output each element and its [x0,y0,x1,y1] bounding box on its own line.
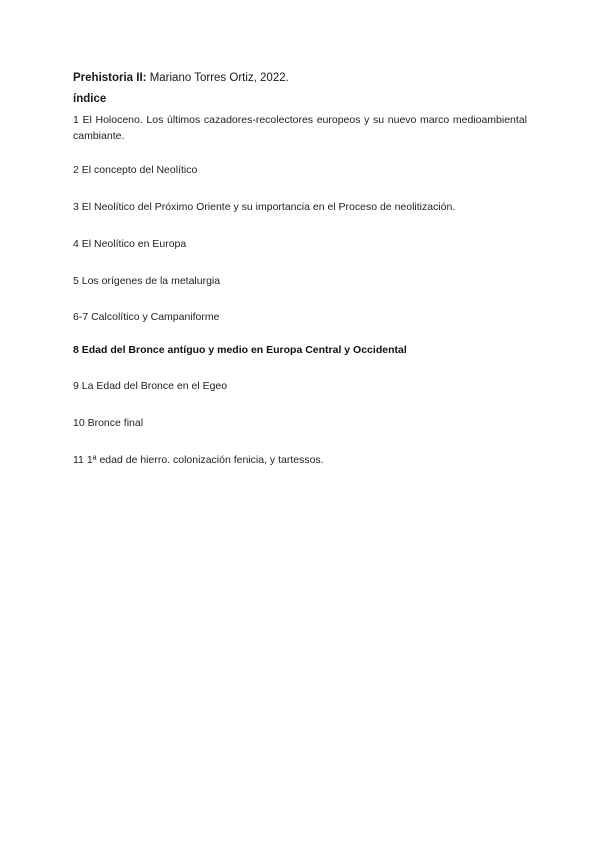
document-header [73,72,289,84]
toc-item-2: 2 El concepto del Neolítico [73,164,198,176]
toc-item-3: 3 El Neolítico del Próximo Oriente y su importancia en el Proceso de neolitización. [73,201,456,213]
course-title: Prehistoria II: [73,72,147,84]
author-line: Mariano Torres Ortiz, 2022. [146,72,289,84]
toc-item-11: 11 1ª edad de hierro. colonización fenicia, y tartessos. [73,454,324,466]
toc-item-9: 9 La Edad del Bronce en el Egeo [73,380,228,392]
toc-item-1: 1 El Holoceno. Los últimos cazadores-recolectores europeos y su nuevo marco medioambiental cambiante. [73,114,527,142]
toc-item-6-7: 6-7 Calcolítico y Campaniforme [73,311,220,323]
toc-item-5: 5 Los orígenes de la metalurgia [73,275,221,287]
index-heading: índice [73,93,107,105]
toc-item-4: 4 El Neolítico en Europa [73,238,187,250]
toc-item-10: 10 Bronce final [73,417,144,429]
toc-item-8: 8 Edad del Bronce antíguo y medio en Europa Central y Occidental [73,344,407,356]
